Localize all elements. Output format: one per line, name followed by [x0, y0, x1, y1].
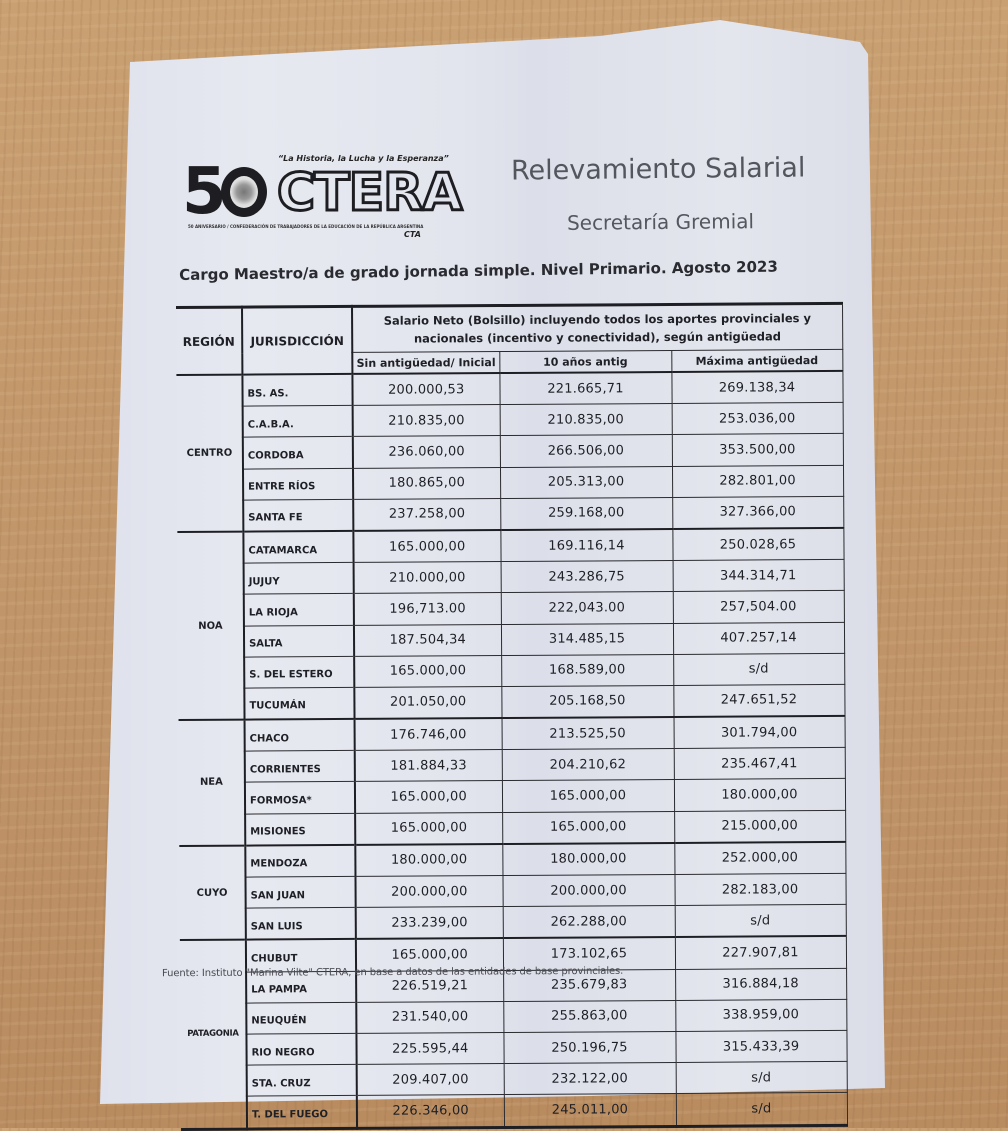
max-seniority-salary-cell: 327.366,00 — [672, 496, 843, 529]
initial-salary-cell: 201.050,00 — [354, 686, 501, 719]
max-seniority-salary-cell: s/d — [676, 1062, 847, 1094]
table-row — [178, 622, 844, 657]
region-cell: NOA — [177, 532, 244, 721]
jurisdiction-cell: MENDOZA — [245, 845, 355, 877]
ten-years-salary-cell: 314.485,15 — [501, 623, 673, 655]
max-seniority-salary-cell: 301.794,00 — [674, 716, 845, 749]
table-row — [180, 905, 846, 941]
header-10-years: 10 años antig — [499, 350, 671, 373]
initial-salary-cell: 165.000,00 — [355, 781, 502, 813]
logo-brand: CTERA — [277, 163, 462, 223]
initial-salary-cell: 210.000,00 — [354, 562, 501, 594]
max-seniority-salary-cell: 282.801,00 — [672, 465, 843, 497]
table-row — [179, 810, 845, 846]
table-row — [177, 496, 843, 532]
salary-table-wrapper — [176, 302, 847, 1131]
initial-salary-cell: 180.865,00 — [353, 467, 500, 499]
table-row — [177, 434, 843, 469]
ten-years-salary-cell: 259.168,00 — [500, 497, 672, 530]
max-seniority-salary-cell: 344.314,71 — [673, 560, 844, 592]
jurisdiction-cell: NEUQUÉN — [246, 1002, 356, 1034]
table-row — [178, 560, 844, 595]
logo-zero-circle-icon — [221, 167, 267, 217]
table-row — [179, 842, 845, 878]
region-cell: CUYO — [179, 845, 246, 940]
jurisdiction-cell: FORMOSA* — [245, 782, 355, 814]
max-seniority-salary-cell: 338.959,00 — [675, 999, 846, 1031]
table-row — [178, 653, 844, 688]
ten-years-salary-cell: 232.122,00 — [504, 1063, 676, 1095]
jurisdiction-cell: MISIONES — [245, 813, 355, 845]
max-seniority-salary-cell: 282.183,00 — [674, 873, 845, 905]
initial-salary-cell: 176.746,00 — [355, 718, 502, 751]
region-cell: CENTRO — [176, 375, 243, 532]
initial-salary-cell: 225.595,44 — [356, 1032, 503, 1064]
logo-subline: 50 ANIVERSARIO / CONFEDERACIÓN DE TRABAJADORES DE LA EDUCACIÓN DE LA REPÚBLICA ARGENTINA — [188, 224, 424, 229]
region-cell: PATAGONIA — [180, 940, 247, 1129]
jurisdiction-cell: LA RIOJA — [244, 594, 354, 626]
initial-salary-cell: 165.000,00 — [356, 938, 503, 971]
jurisdiction-cell: CORDOBA — [243, 437, 353, 469]
jurisdiction-cell: SALTA — [244, 625, 354, 657]
table-row — [181, 1093, 847, 1129]
header-max-seniority: Máxima antigüedad — [671, 349, 842, 372]
initial-salary-cell: 200.000,00 — [355, 876, 502, 908]
initial-salary-cell: 196,713.00 — [354, 593, 501, 625]
jurisdiction-cell: C.A.B.A. — [243, 406, 353, 438]
ten-years-salary-cell: 165.000,00 — [502, 780, 674, 812]
jurisdiction-cell: JUJUY — [244, 563, 354, 595]
table-row — [176, 371, 842, 407]
ten-years-salary-cell: 200.000,00 — [502, 874, 674, 906]
table-row — [177, 403, 843, 438]
jurisdiction-cell: BS. AS. — [242, 374, 352, 406]
table-row — [179, 716, 845, 752]
ten-years-salary-cell: 266.506,00 — [500, 435, 672, 467]
source-footnote: Fuente: Instituto "Marina Vilte" CTERA, en base a datos de las entidades de base provinciales. — [161, 965, 624, 980]
max-seniority-salary-cell: 315.433,39 — [675, 1030, 846, 1062]
jurisdiction-cell: CHACO — [245, 719, 355, 751]
jurisdiction-cell: ENTRE RÍOS — [243, 468, 353, 500]
max-seniority-salary-cell: s/d — [675, 905, 846, 938]
max-seniority-salary-cell: 250.028,65 — [672, 528, 843, 561]
header-jurisdiction: JURISDICCIÓN — [242, 306, 352, 374]
jurisdiction-cell: STA. CRUZ — [247, 1065, 357, 1097]
ten-years-salary-cell: 168.589,00 — [501, 654, 673, 686]
ctera-50-logo — [182, 150, 462, 242]
logo-tagline: “La Historia, la Lucha y la Esperanza” — [278, 154, 449, 163]
max-seniority-salary-cell: s/d — [676, 1093, 847, 1126]
ten-years-salary-cell: 235.679,83 — [503, 969, 675, 1001]
initial-salary-cell: 165.000,00 — [353, 530, 500, 563]
ten-years-salary-cell: 250.196,75 — [503, 1031, 675, 1063]
ten-years-salary-cell: 245.011,00 — [504, 1094, 676, 1127]
ten-years-salary-cell: 210.835,00 — [500, 404, 672, 436]
table-row — [180, 1030, 846, 1065]
table-row — [177, 528, 843, 564]
max-seniority-salary-cell: 257,504.00 — [673, 591, 844, 623]
ten-years-salary-cell: 204.210,62 — [502, 749, 674, 781]
table-row — [178, 591, 844, 626]
ten-years-salary-cell: 255.863,00 — [503, 1000, 675, 1032]
ten-years-salary-cell: 243.286,75 — [501, 561, 673, 593]
document-title: Relevamiento Salarial — [510, 152, 806, 187]
ten-years-salary-cell: 262.288,00 — [503, 906, 675, 939]
max-seniority-salary-cell: 227.907,81 — [675, 936, 846, 969]
logo-fifty: 5 — [182, 160, 267, 224]
initial-salary-cell: 226.519,21 — [356, 970, 503, 1002]
table-row — [179, 748, 845, 783]
jurisdiction-cell: CORRIENTES — [245, 751, 355, 783]
ten-years-salary-cell: 213.525,50 — [502, 717, 674, 750]
ten-years-salary-cell: 169.116,14 — [500, 529, 672, 562]
max-seniority-salary-cell: 316.884,18 — [675, 968, 846, 1000]
jurisdiction-cell: CATAMARCA — [243, 531, 353, 563]
ten-years-salary-cell: 222,043.00 — [501, 592, 673, 624]
max-seniority-salary-cell: 235.467,41 — [674, 748, 845, 780]
jurisdiction-cell: TUCUMÁN — [244, 687, 354, 719]
max-seniority-salary-cell: 247.651,52 — [673, 684, 844, 717]
ten-years-salary-cell: 221.665,71 — [499, 372, 671, 405]
initial-salary-cell: 181.884,33 — [355, 750, 502, 782]
jurisdiction-cell: SANTA FE — [243, 499, 353, 531]
table-row — [179, 779, 845, 814]
initial-salary-cell: 209.407,00 — [357, 1064, 504, 1096]
header-region: REGIÓN — [176, 307, 242, 375]
initial-salary-cell: 210.835,00 — [353, 405, 500, 437]
ten-years-salary-cell: 205.168,50 — [501, 685, 673, 718]
table-row — [179, 873, 845, 908]
header-initial: Sin antigüedad/ Inicial — [352, 352, 499, 374]
table-row — [180, 999, 846, 1034]
initial-salary-cell: 236.060,00 — [353, 436, 500, 468]
salary-table — [176, 302, 848, 1131]
table-row — [181, 1062, 847, 1097]
max-seniority-salary-cell: 407.257,14 — [673, 622, 844, 654]
ten-years-salary-cell: 205.313,00 — [500, 466, 672, 498]
max-seniority-salary-cell: s/d — [673, 653, 844, 685]
max-seniority-salary-cell: 215.000,00 — [674, 810, 845, 843]
ten-years-salary-cell: 180.000,00 — [502, 843, 674, 876]
max-seniority-salary-cell: 269.138,34 — [671, 371, 842, 404]
jurisdiction-cell: S. DEL ESTERO — [244, 656, 354, 688]
initial-salary-cell: 231.540,00 — [356, 1001, 503, 1033]
jurisdiction-cell: LA PAMPA — [246, 971, 356, 1003]
max-seniority-salary-cell: 353.500,00 — [672, 434, 843, 466]
jurisdiction-cell: SAN JUAN — [245, 876, 355, 908]
initial-salary-cell: 237.258,00 — [353, 498, 500, 531]
jurisdiction-cell: CHUBUT — [246, 939, 356, 971]
document-subtitle: Secretaría Gremial — [566, 209, 755, 235]
initial-salary-cell: 180.000,00 — [355, 844, 502, 877]
initial-salary-cell: 165.000,00 — [354, 655, 501, 687]
region-cell: NEA — [179, 720, 246, 846]
header-net-salary-group: Salario Neto (Bolsillo) incluyendo todos los aportes provinciales y nacionales (incentivo y conectividad), según antigüedad — [352, 303, 842, 352]
jurisdiction-cell: SAN LUIS — [246, 908, 356, 940]
initial-salary-cell: 165.000,00 — [355, 812, 502, 845]
initial-salary-cell: 200.000,53 — [352, 373, 499, 406]
max-seniority-salary-cell: 180.000,00 — [674, 779, 845, 811]
table-row — [177, 465, 843, 500]
jurisdiction-cell: T. DEL FUEGO — [247, 1096, 357, 1129]
max-seniority-salary-cell: 252.000,00 — [674, 842, 845, 875]
table-row — [178, 684, 844, 720]
max-seniority-salary-cell: 253.036,00 — [672, 403, 843, 435]
initial-salary-cell: 233.239,00 — [356, 907, 503, 940]
ten-years-salary-cell: 165.000,00 — [502, 811, 674, 844]
logo-cta-mark: CTA — [404, 230, 421, 239]
initial-salary-cell: 187.504,34 — [354, 624, 501, 656]
table-caption: Cargo Maestro/a de grado jornada simple. Nivel Primario. Agosto 2023 — [179, 257, 778, 284]
ten-years-salary-cell: 173.102,65 — [503, 937, 675, 970]
jurisdiction-cell: RIO NEGRO — [246, 1033, 356, 1065]
initial-salary-cell: 226.346,00 — [357, 1095, 504, 1128]
